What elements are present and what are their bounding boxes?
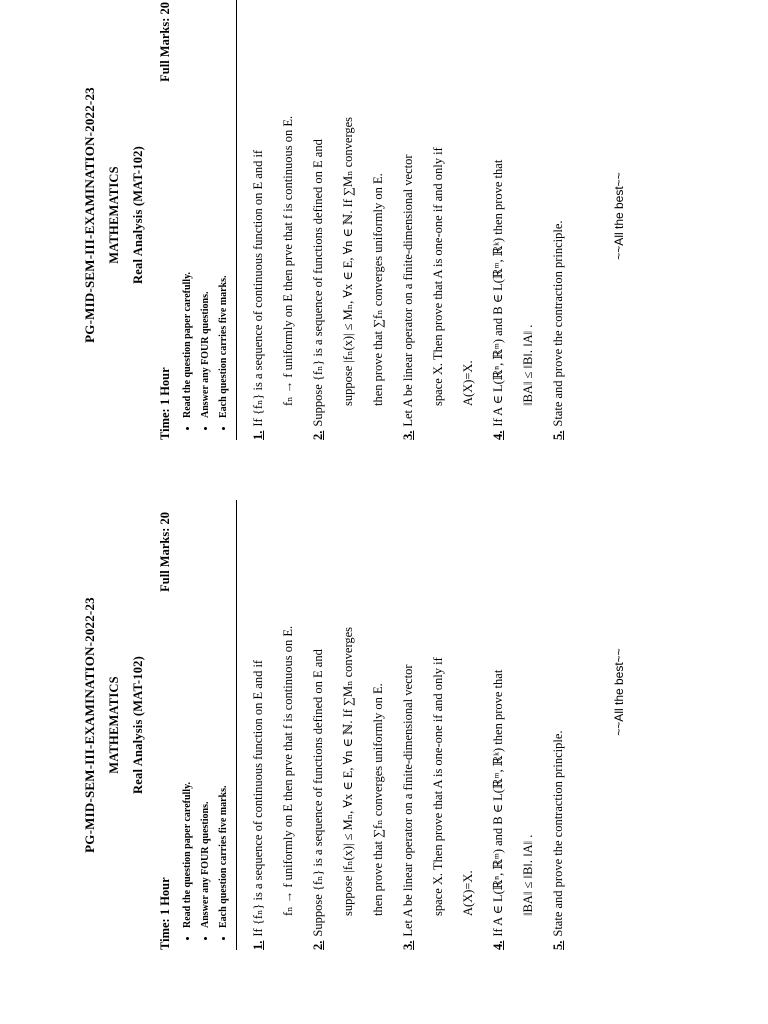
question-text: suppose |fₙ(x)| ≤ Mₙ, ∀x ∈ E, ∀n ∈ ℕ. If ∑Mₙ converges (341, 626, 355, 916)
question-text: Suppose {fₙ} is a sequence of functions defined on E and (311, 139, 325, 427)
exam-title: PG-MID-SEM-III-EXAMINATION-2022-23 (82, 87, 97, 343)
exam-paper: Real Analysis (MAT-102) (131, 656, 145, 794)
exam-meta (158, 500, 173, 950)
question-text: Let A be linear operator on a finite-dimensional vector (401, 664, 415, 937)
divider (236, 0, 237, 440)
instruction-item: • Read the question paper carefully. (179, 0, 197, 418)
question-text: space X. Then prove that A is one-one if and only if (431, 147, 445, 406)
exam-subject: MATHEMATICS (107, 166, 121, 264)
question-text: suppose |fₙ(x)| ≤ Mₙ, ∀x ∈ E, ∀n ∈ ℕ. If ∑Mₙ converges (341, 116, 355, 406)
question-1 (243, 0, 303, 440)
exam-time: Time: 1 Hour (158, 877, 172, 950)
question-1 (243, 500, 303, 950)
question-text: If {fₙ} is a sequence of continuous function on E and if (251, 149, 265, 427)
question-number: 2. (311, 430, 325, 440)
question-text: State and prove the contraction principle. (551, 220, 565, 427)
question-text: If {fₙ} is a sequence of continuous function on E and if (251, 659, 265, 937)
question-paper-left (78, 500, 565, 950)
question-number: 4. (491, 430, 505, 440)
question-number: 5. (551, 430, 565, 440)
exam-marks: Full Marks: 20 (158, 2, 172, 82)
question-text: then prove that ∑fₙ converges uniformly on E. (371, 683, 385, 916)
question-text: Suppose {fₙ} is a sequence of functions defined on E and (311, 649, 325, 937)
question-text: A(X)=X. (461, 360, 475, 406)
instruction-item: • Read the question paper carefully. (179, 500, 197, 928)
question-number: 2. (311, 940, 325, 950)
instructions-list (179, 0, 233, 440)
question-text: fₙ → f uniformly on E then prve that f is continuous on E. (281, 115, 295, 406)
question-text: State and prove the contraction principle. (551, 730, 565, 937)
exam-marks: Full Marks: 20 (158, 512, 172, 592)
instruction-item: • Answer any FOUR questions. (197, 500, 215, 928)
question-number: 4. (491, 940, 505, 950)
question-text: then prove that ∑fₙ converges uniformly on E. (371, 173, 385, 406)
question-paper-right (78, 0, 565, 440)
question-number: 1. (251, 940, 265, 950)
question-number: 5. (551, 940, 565, 950)
question-text: space X. Then prove that A is one-one if and only if (431, 657, 445, 916)
divider (236, 500, 237, 950)
question-2 (303, 500, 393, 950)
question-text: Let A be linear operator on a finite-dimensional vector (401, 154, 415, 427)
question-text: fₙ → f uniformly on E then prve that f is continuous on E. (281, 625, 295, 916)
exam-subject: MATHEMATICS (107, 676, 121, 774)
question-4 (483, 0, 543, 440)
question-2 (303, 0, 393, 440)
exam-title: PG-MID-SEM-III-EXAMINATION-2022-23 (82, 597, 97, 853)
question-number: 3. (401, 430, 415, 440)
question-number: 3. (401, 940, 415, 950)
question-5 (543, 500, 573, 950)
question-4 (483, 500, 543, 950)
instruction-item: • Answer any FOUR questions. (197, 0, 215, 418)
instructions-list (179, 500, 233, 950)
exam-time: Time: 1 Hour (158, 367, 172, 440)
instruction-item: • Each question carries five marks. (215, 500, 233, 928)
question-3 (393, 0, 483, 440)
question-text: ‖BA‖ ≤ ‖B‖. ‖A‖ . (521, 834, 535, 916)
exam-meta (158, 0, 173, 440)
question-text: If A ∈ L(ℝⁿ, ℝᵐ) and B ∈ L(ℝᵐ, ℝᵏ) then prove that (491, 669, 505, 937)
question-text: If A ∈ L(ℝⁿ, ℝᵐ) and B ∈ L(ℝᵐ, ℝᵏ) then prove that (491, 159, 505, 427)
question-number: 1. (251, 430, 265, 440)
footer-right: ~~All the best~~ (612, 172, 626, 260)
question-5 (543, 0, 573, 440)
question-3 (393, 500, 483, 950)
footer-left: ~~All the best~~ (612, 648, 626, 736)
exam-paper: Real Analysis (MAT-102) (131, 146, 145, 284)
question-text: ‖BA‖ ≤ ‖B‖. ‖A‖ . (521, 324, 535, 406)
instruction-item: • Each question carries five marks. (215, 0, 233, 418)
question-text: A(X)=X. (461, 870, 475, 916)
